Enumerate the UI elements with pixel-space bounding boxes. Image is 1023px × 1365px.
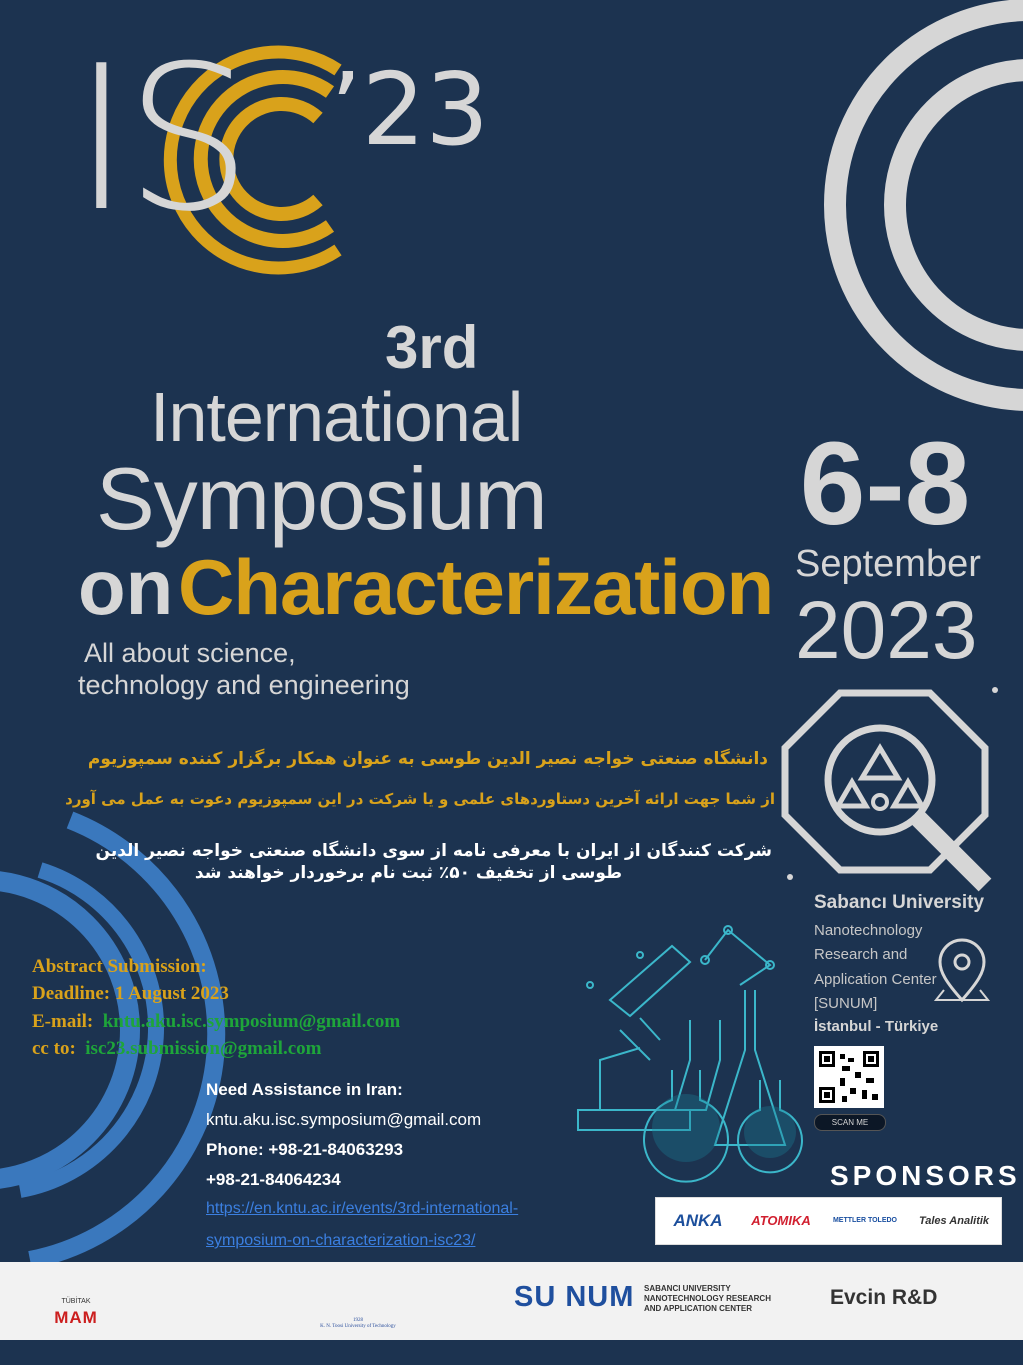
sponsor-mettler-toledo: METTLER TOLEDO (832, 1217, 898, 1224)
title-line-on: on (78, 543, 174, 631)
assistance-phone-1: Phone: +98-21-84063293 (206, 1140, 404, 1159)
sponsor-anka: ANKA (673, 1211, 723, 1230)
title-line-symposium: Symposium (96, 449, 547, 548)
date-year: 2023 (795, 585, 978, 676)
sunum-logo-text: SU NUM (514, 1281, 635, 1313)
persian-line-3b: طوسی از تخفیف ۵۰٪ ثبت نام برخوردار خواهند شد (194, 863, 622, 884)
logo-year-text: ’23 (330, 51, 490, 168)
venue-line-3: Application Center (814, 971, 937, 988)
title-line-international: International (150, 378, 523, 456)
sunum-sub-line-2: NANOTECHNOLOGY RESEARCH (644, 1294, 771, 1303)
university-logo-1 (139, 1272, 195, 1328)
abstract-email-link[interactable]: kntu.aku.isc.symposium@gmail.com (102, 1011, 401, 1032)
assistance-email[interactable]: kntu.aku.isc.symposium@gmail.com (206, 1110, 482, 1129)
qr-code[interactable] (814, 1046, 884, 1108)
abstract-cc-row (32, 1039, 321, 1058)
sunum-sub-line-3: AND APPLICATION CENTER (644, 1304, 752, 1313)
venue-line-2: Research and (814, 946, 908, 963)
university-logo-2 (235, 1272, 291, 1328)
abstract-deadline: Deadline: 1 August 2023 (32, 983, 229, 1004)
persian-line-3a: شرکت کنندگان از ایران با معرفی نامه از سوی دانشگاه صنعتی خواجه نصیر الدین (95, 841, 772, 861)
date-range: 6-8 (799, 418, 971, 550)
logo-is-text: IS (72, 23, 246, 256)
abstract-cc-link[interactable]: isc23.submission@gmail.com (85, 1038, 322, 1059)
assistance-title: Need Assistance in Iran: (206, 1080, 403, 1099)
persian-line-1: دانشگاه صنعتی خواجه نصیر الدین طوسی به عنوان همکار برگزار کننده سمپوزیوم (87, 749, 768, 769)
kntu-year: 1928 (353, 1318, 363, 1323)
sunum-sub-line-1: SABANCI UNIVERSITY (644, 1284, 731, 1293)
assistance-phone-2: +98-21-84064234 (206, 1170, 341, 1189)
event-link-line-1[interactable]: https://en.kntu.ac.ir/events/3rd-international- (206, 1200, 519, 1217)
venue-line-4: [SUNUM] (814, 995, 878, 1012)
sponsors-title: SPONSORS (830, 1160, 1021, 1191)
abstract-cc-label: cc to: (32, 1038, 76, 1059)
abstract-email-row (32, 1012, 400, 1031)
tagline-line1: All about science, (84, 638, 296, 668)
sponsors-strip (655, 1197, 1002, 1245)
mam-logo-text: MAM (54, 1308, 98, 1327)
persian-line-3 (30, 840, 772, 884)
abstract-email-label: E-mail: (32, 1011, 94, 1032)
persian-line-2: از شما جهت ارائه آخرین دستاوردهای علمی و یا شرکت در این سمپوزیوم دعوت به عمل می آورد (65, 790, 775, 808)
kntu-logo-text (318, 1318, 398, 1329)
title-line-characterization: Characterization (178, 543, 774, 631)
evcin-mark-icon (806, 1286, 824, 1312)
sponsor-atomika: ATOMIKA (751, 1213, 811, 1228)
evcin-logo-text: Evcin R&D (830, 1286, 938, 1309)
edition-label: 3rd (385, 314, 479, 381)
date-month: September (795, 543, 981, 585)
kntu-name: K. N. Toosi University of Technology (320, 1323, 396, 1329)
venue-location: İstanbul - Türkiye (814, 1018, 939, 1035)
venue-line-1: Nanotechnology (814, 922, 923, 939)
scan-me-badge: SCAN ME (814, 1114, 886, 1131)
abstract-title: Abstract Submission: (32, 956, 207, 977)
tagline-line2: technology and engineering (78, 670, 410, 700)
tubitak-label: TÜBİTAK (61, 1298, 91, 1305)
venue-name: Sabancı University (814, 892, 985, 913)
event-link-line-2[interactable]: symposium-on-characterization-isc23/ (206, 1232, 476, 1249)
sponsor-tales-analitik: Tales Analitik (918, 1215, 990, 1227)
location-pin-icon (940, 940, 990, 1002)
university-logo-4 (422, 1270, 482, 1330)
